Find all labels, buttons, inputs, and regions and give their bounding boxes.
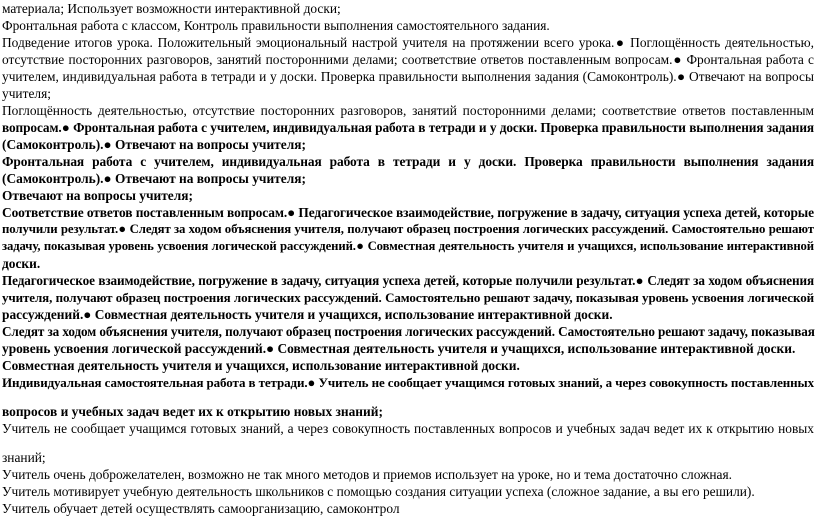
text-line: Учитель обучает детей осуществлять самоорганизацию, самоконтрол (2, 501, 400, 516)
text-line: Учитель мотивирует учебную деятельность школьников с помощью создания ситуации успеха (сложное задание, а вы его решили). (2, 484, 755, 499)
text-line: отсутствие посторонних разговоров, занятий посторонними делами; соответствие ответов поставленным вопросам.● Фронтальная работа с (2, 52, 814, 67)
text-line: доски. (2, 256, 41, 271)
text-line: Соответствие ответов поставленным вопросам.● Педагогическое взаимодействие, погружение в задачу, ситуация успеха детей, которые (2, 205, 814, 220)
text-line: Фронтальная работа с классом, Контроль правильности выполнения самостоятельного задания. (2, 18, 550, 33)
text-line: Совместная деятельность учителя и учащихся, использование интерактивной доски. (2, 358, 520, 373)
text-line: вопросам.● Фронтальная работа с учителем, индивидуальная работа в тетради и у доски. Проверка правильности выполнения задания (2, 120, 814, 135)
text-line: Учитель не сообщает учащимся готовых знаний, а через совокупность поставленных вопросов и учебных задач ведет их к открытию новых (2, 421, 814, 436)
text-line: материала; Использует возможности интерактивной доски; (2, 1, 341, 16)
text-line: Фронтальная работа с учителем, индивидуальная работа в тетради и у доски. Проверка правильности выполнения задания (2, 154, 814, 169)
text-line: учителем, индивидуальная работа в тетради и у доски. Проверка правильности выполнения задания (Самоконтроль).● Отвечают на вопросы (2, 69, 814, 84)
text-line: Индивидуальная самостоятельная работа в тетради.● Учитель не сообщает учащимся готовых знаний, а через совокупность поставленных (2, 375, 814, 390)
text-line: Следят за ходом объяснения учителя, получают образец построения логических рассуждений. Самостоятельно решают задачу, показывая (2, 324, 815, 339)
text-line: учителя; (2, 86, 51, 101)
text-line: Учитель очень доброжелателен, возможно не так много методов и приемов использует на уроке, но и тема достаточно сложная. (2, 467, 732, 482)
text-line: вопросов и учебных задач ведет их к открытию новых знаний; (2, 404, 383, 419)
text-line: получили результат.● Следят за ходом объяснения учителя, получают образец построения логических рассуждений. Самостоятельно решают (2, 222, 814, 236)
text-line: (Самоконтроль).● Отвечают на вопросы учителя; (2, 171, 306, 186)
text-line: задачу, показывая уровень усвоения логической рассуждений.● Совместная деятельность учителя и учащихся, использование интерактивной (2, 239, 814, 253)
text-line: (Самоконтроль).● Отвечают на вопросы учителя; (2, 137, 306, 152)
text-line: Подведение итогов урока. Положительный эмоциональный настрой учителя на протяжении всего урока.● Поглощённость деятельностью, (2, 35, 814, 50)
text-line: учителя, получают образец построения логических рассуждений. Самостоятельно решают задачу, показывая уровень усвоения логической (2, 290, 814, 305)
text-line: уровень усвоения логической рассуждений.● Совместная деятельность учителя и учащихся, использование интерактивной доски. (2, 341, 796, 356)
text-line: Поглощённость деятельностью, отсутствие посторонних разговоров, занятий посторонними делами; соответствие ответов поставленным (2, 103, 814, 118)
text-line: рассуждений.● Совместная деятельность учителя и учащихся, использование интерактивной доски. (2, 307, 613, 322)
text-line: знаний; (2, 450, 46, 465)
text-line: Отвечают на вопросы учителя; (2, 188, 193, 203)
text-line: Педагогическое взаимодействие, погружение в задачу, ситуация успеха детей, которые получили результат.● Следят за ходом объяснения (2, 273, 814, 288)
